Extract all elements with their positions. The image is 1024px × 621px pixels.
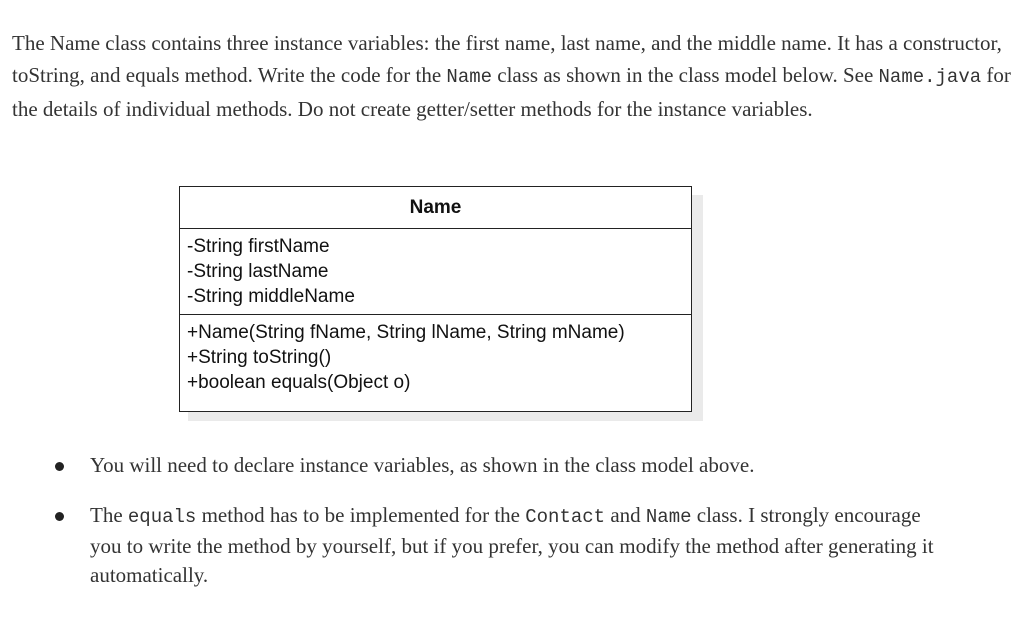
uml-operations xyxy=(180,315,691,395)
list-item xyxy=(50,501,950,590)
intro-code-name: Name xyxy=(446,66,493,88)
intro-text-3: for the details of individual methods. Do not create getter/setter methods for the instance variables. xyxy=(12,63,1011,121)
intro-code-name-java: Name.java xyxy=(878,66,982,88)
bullet-code-equals: equals xyxy=(127,506,197,528)
uml-attribute: -String middleName xyxy=(187,286,355,307)
uml-class-name: Name xyxy=(180,187,691,229)
bullet-text-3: and xyxy=(605,503,646,527)
bullet-text-1: The xyxy=(90,503,128,527)
bullet-text-2: method has to be implemented for the xyxy=(196,503,526,527)
uml-operation: +boolean equals(Object o) xyxy=(187,372,411,393)
intro-text-1: The Name class contains three instance variables: the first name, last name, and the middle name. It has a constructor, toString, and equals method. Write the code for the xyxy=(12,31,1002,87)
intro-text-2: class as shown in the class model below. See xyxy=(492,63,879,87)
bullet-dot-icon xyxy=(55,462,64,471)
intro-paragraph xyxy=(12,27,1012,125)
list-item xyxy=(50,451,950,480)
uml-attribute: -String lastName xyxy=(187,261,329,282)
bullet-text-4: class. I strongly encourage you to write the method by yourself, but if you prefer, you can modify the method after generating it automatically. xyxy=(90,503,934,587)
bullet-text: You will need to declare instance variables, as shown in the class model above. xyxy=(90,453,755,477)
uml-operation: +String toString() xyxy=(187,347,332,368)
uml-attribute: -String firstName xyxy=(187,236,330,257)
requirements-list xyxy=(50,451,950,611)
uml-operation: +Name(String fName, String lName, String mName) xyxy=(187,322,625,343)
uml-class-diagram xyxy=(179,186,692,412)
bullet-code-contact: Contact xyxy=(525,506,606,528)
uml-attributes xyxy=(180,229,691,315)
bullet-dot-icon xyxy=(55,512,64,521)
bullet-code-name: Name xyxy=(645,506,692,528)
